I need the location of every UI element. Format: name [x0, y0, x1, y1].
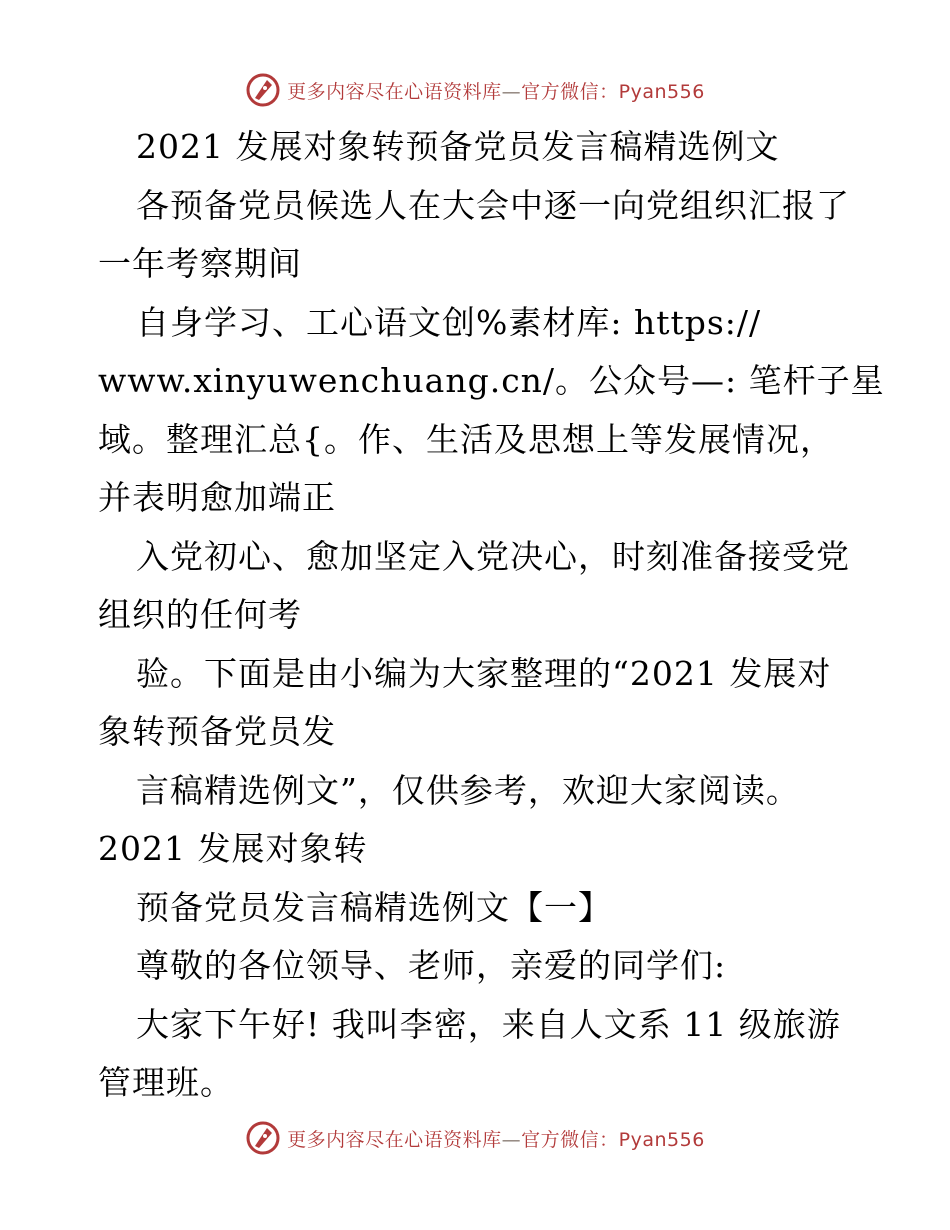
document-body [98, 118, 885, 1113]
paragraph-line: 组织的任何考 [98, 595, 302, 634]
pen-nib-logo-icon [245, 1120, 281, 1156]
paragraph-line: 一年考察期间 [98, 244, 302, 283]
paragraph-line: 入党初心、愈加坚定入党决心，时刻准备接受党 [136, 536, 850, 576]
salutation-line: 尊敬的各位领导、老师，亲爱的同学们: [136, 946, 727, 985]
document-title: 2021 发展对象转预备党员发言稿精选例文 [136, 127, 780, 166]
paragraph-line: www.xinyuwenchuang.cn/。公众号—: 笔杆子星 [98, 361, 885, 400]
paragraph-line: 象转预备党员发 [98, 712, 336, 751]
paragraph-line: 大家下午好! 我叫李密，来自人文系 11 级旅游 [136, 1004, 841, 1044]
paragraph-line: 并表明愈加端正 [98, 478, 336, 517]
pen-nib-logo-icon [245, 72, 281, 108]
paragraph-line: 言稿精选例文”，仅供参考，欢迎大家阅读。 [136, 770, 800, 810]
banner-text: 更多内容尽在心语资料库—官方微信：Pyan556 [287, 80, 705, 103]
paragraph-line: 域。整理汇总{。作、生活及思想上等发展情况， [98, 419, 834, 459]
footer-banner [0, 1118, 950, 1158]
paragraph-line: 各预备党员候选人在大会中逐一向党组织汇报了 [136, 185, 850, 225]
paragraph-line: 验。下面是由小编为大家整理的“2021 发展对 [136, 653, 832, 693]
banner-text: 更多内容尽在心语资料库—官方微信：Pyan556 [287, 1128, 705, 1151]
paragraph-line: 2021 发展对象转 [98, 829, 368, 868]
section-heading: 预备党员发言稿精选例文【一】 [136, 887, 612, 927]
paragraph-line: 管理班。 [98, 1063, 234, 1102]
header-banner [0, 70, 950, 110]
paragraph-line: 自身学习、工心语文创%素材库: https:// [136, 302, 762, 342]
